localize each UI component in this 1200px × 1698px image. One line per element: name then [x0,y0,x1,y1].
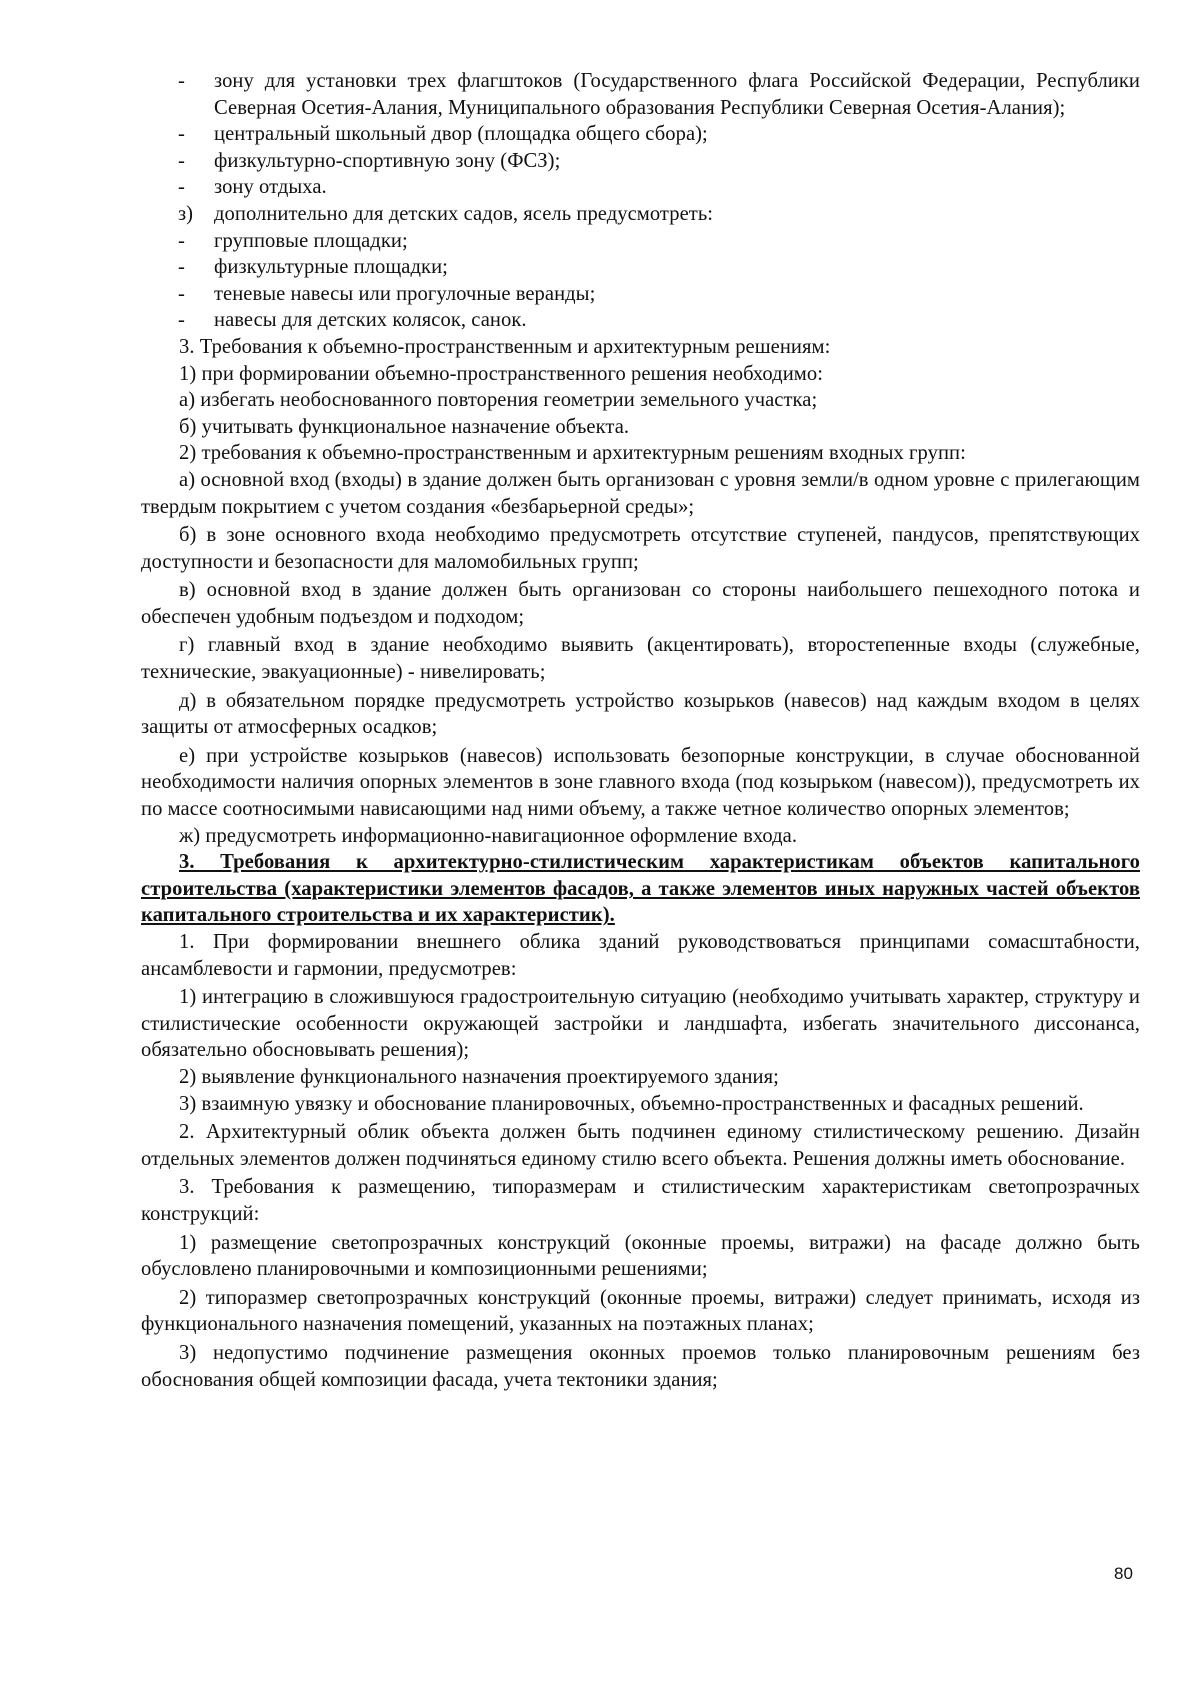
dash-marker: - [178,149,185,172]
paragraph: г) главный вход в здание необходимо выявить (акцентировать), второстепенные входы (служебные, технические, эвакуационные) - нивелировать; [141,634,1140,684]
dash-marker: - [178,70,185,92]
paragraph: ж) предусмотреть информационно-навигационное оформление входа. [179,824,798,847]
paragraph: 1) размещение светопрозрачных конструкций (оконные проемы, витражи) на фасаде должно быть обусловлено планировочными и композиционными решениями; [141,1231,1140,1281]
item-marker: з) [178,202,194,225]
dash-item [141,254,1140,281]
paragraph-text: групповые площадки; [214,229,408,252]
paragraph-text: центральный школьный двор (площадка общего сбора); [214,123,708,146]
paragraph: в) основной вход в здание должен быть организован со стороны наибольшего пешеходного потока и обеспечен удобным подъездом и подходом; [141,579,1140,628]
dash-marker: - [178,229,185,252]
dash-item [141,281,1140,308]
paragraph: 3) взаимную увязку и обоснование планировочных, объемно-пространственных и фасадных решений. [179,1092,1084,1115]
paragraph: 1) при формировании объемно-пространственного решения необходимо: [179,362,823,385]
paragraph: 2) требования к объемно-пространственным и архитектурным решениям входных групп: [179,442,966,465]
paragraph: е) при устройстве козырьков (навесов) использовать безопорные конструкции, в случае обоснованной необходимости наличия опорных элементов в зоне главного входа (под козырьком (навесом)), предусмотреть их по массе соотносимыми нависающими над ними объему, а также четное количество опорных элементов; [141,744,1140,821]
paragraph: 3. Требования к объемно-пространственным и архитектурным решениям: [179,335,831,358]
dash-item [141,121,1140,148]
paragraph-text: зону отдыха. [214,176,327,199]
paragraph-text: физкультурно-спортивную зону (ФСЗ); [214,149,561,172]
paragraph: 2) типоразмер светопрозрачных конструкций (оконные проемы, витражи) следует принимать, исходя из функционального назначения помещений, указанных на поэтажных планах; [141,1286,1140,1336]
section-heading: 3. Требования к архитектурно-стилистическим характеристикам объектов капитального строительства (характеристики элементов фасадов, а также элементов иных наружных частей объектов капитального строительства и их характеристик). [141,851,1140,927]
dash-marker: - [178,123,185,146]
paragraph: 3. Требования к размещению, типоразмерам и стилистическим характеристикам светопрозрачных конструкций: [141,1176,1140,1225]
paragraph: д) в обязательном порядке предусмотреть устройство козырьков (навесов) над каждым входом в целях защиты от атмосферных осадков; [141,689,1140,739]
paragraph: б) в зоне основного входа необходимо предусмотреть отсутствие ступеней, пандусов, препятствующих доступности и безопасности для маломобильных групп; [141,524,1140,573]
paragraph-text: теневые навесы или прогулочные веранды; [214,282,596,305]
lettered-item [141,201,1140,228]
body-text [141,68,1140,1393]
paragraph-text: навесы для детских колясок, санок. [214,309,527,332]
paragraph: 3) недопустимо подчинение размещения оконных проемов только планировочным решениям без обоснования общей композиции фасада, учета тектоники здания; [141,1341,1140,1391]
paragraph: 1) интеграцию в сложившуюся градостроительную ситуацию (необходимо учитывать характер, структуру и стилистические особенности окружающей застройки и ландшафта, избегать значительного диссонанса, обязательно обосновывать решения); [141,986,1140,1062]
paragraph: а) избегать необоснованного повторения геометрии земельного участка; [179,389,818,412]
dash-item [141,174,1140,201]
paragraph: 2) выявление функционального назначения проектируемого здания; [179,1065,779,1088]
paragraph: 1. При формировании внешнего облика зданий руководствоваться принципами сомасштабности, ансамблевости и гармонии, предусмотрев: [141,931,1140,980]
paragraph-text: дополнительно для детских садов, ясель предусмотреть: [214,202,714,225]
paragraph-text: зону для установки трех флагштоков (Государственного флага Российской Федерации, Республики Северная Осетия-Алания, Муниципального образования Республики Северная Осетия-Алания); [214,70,1140,119]
dash-marker: - [178,176,185,199]
dash-item [141,228,1140,255]
dash-marker: - [178,309,185,332]
paragraph: 2. Архитектурный облик объекта должен быть подчинен единому стилистическому решению. Дизайн отдельных элементов должен подчиняться единому стилю всего объекта. Решения должны иметь обоснование. [141,1121,1140,1170]
dash-item [141,68,1140,121]
paragraph-text: физкультурные площадки; [214,256,448,279]
dash-item [141,307,1140,334]
dash-marker: - [178,256,185,279]
dash-item [141,148,1140,175]
dash-marker: - [178,282,185,305]
paragraph: а) основной вход (входы) в здание должен быть организован с уровня земли/в одном уровне с прилегающим твердым покрытием с учетом создания «безбарьерной среды»; [141,468,1140,518]
paragraph: б) учитывать функциональное назначение объекта. [179,415,630,438]
page-number: 80 [1114,1564,1133,1583]
